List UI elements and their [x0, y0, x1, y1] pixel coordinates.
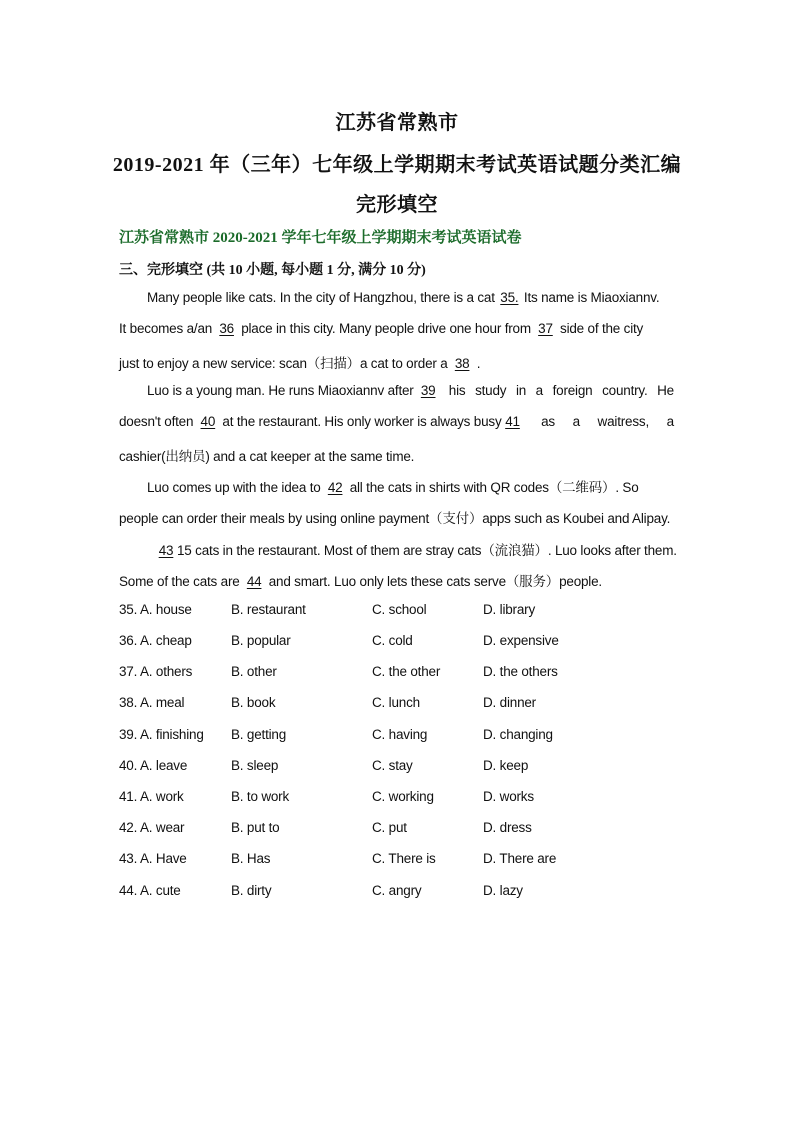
option-c: C. lunch: [372, 695, 420, 710]
doc-title-region: 江苏省常熟市: [335, 112, 459, 134]
question-number: 43.: [119, 851, 138, 866]
option-d: D. changing: [483, 727, 553, 742]
question-row: [119, 789, 679, 809]
option-d: D. lazy: [483, 883, 523, 898]
option-c: C. working: [372, 789, 434, 804]
passage-line: just to enjoy a new service: scan（扫描）a cat to order a 38 .: [119, 356, 481, 371]
question-row: [119, 602, 679, 622]
question-number: 36.: [119, 633, 138, 648]
option-a: 38. A. meal: [119, 695, 185, 710]
question-number: 39.: [119, 727, 138, 742]
option-d: D. the others: [483, 664, 558, 679]
passage-line: Luo comes up with the idea to 42 all the cats in shirts with QR codes（二维码）. So: [147, 480, 639, 495]
blank-36: 36: [219, 321, 234, 336]
option-a: 37. A. others: [119, 664, 193, 679]
blank-44: 44: [246, 574, 262, 589]
blank-42: 42: [327, 480, 343, 495]
option-c: C. the other: [372, 664, 441, 679]
question-row: [119, 758, 679, 778]
option-d: D. works: [483, 789, 534, 804]
passage-line: Some of the cats are 44 and smart. Luo only lets these cats serve（服务）people.: [119, 574, 602, 589]
option-b: B. to work: [231, 789, 290, 804]
question-row: [119, 851, 679, 871]
passage-line: 43 15 cats in the restaurant. Most of them are stray cats（流浪猫）. Luo looks after them.: [155, 539, 677, 559]
option-a: 35. A. house: [119, 602, 192, 617]
option-d: D. expensive: [483, 633, 559, 648]
option-c: C. cold: [372, 633, 413, 648]
question-row: [119, 727, 679, 747]
option-a: 36. A. cheap: [119, 633, 192, 648]
doc-title-main: 2019-2021 年（三年）七年级上学期期末考试英语试题分类汇编: [112, 154, 682, 176]
question-number: 38.: [119, 695, 138, 710]
question-row: [119, 664, 679, 684]
option-b: B. put to: [231, 820, 280, 835]
question-number: 42.: [119, 820, 138, 835]
paper-title: 江苏省常熟市 2020-2021 学年七年级上学期期末考试英语试卷: [119, 230, 522, 246]
option-c: C. There is: [372, 851, 436, 866]
question-number: 41.: [119, 789, 138, 804]
option-d: D. keep: [483, 758, 529, 773]
option-d: D. dress: [483, 820, 532, 835]
option-d: D. There are: [483, 851, 557, 866]
option-b: B. book: [231, 695, 276, 710]
option-b: B. restaurant: [231, 602, 306, 617]
option-a: 43. A. Have: [119, 851, 187, 866]
question-row: [119, 633, 679, 653]
option-b: B. other: [231, 664, 277, 679]
option-b: B. getting: [231, 727, 287, 742]
blank-38: 38: [454, 356, 470, 371]
option-b: B. sleep: [231, 758, 279, 773]
question-row: [119, 883, 679, 903]
blank-39: 39: [420, 383, 436, 398]
option-c: C. put: [372, 820, 407, 835]
doc-title-topic: 完形填空: [356, 194, 438, 216]
question-number: 40.: [119, 758, 138, 773]
question-number: 35.: [119, 602, 138, 617]
option-d: D. library: [483, 602, 536, 617]
option-b: B. popular: [231, 633, 291, 648]
section-heading: 三、完形填空 (共 10 小题, 每小题 1 分, 满分 10 分): [119, 263, 426, 278]
option-a: 40. A. leave: [119, 758, 188, 773]
blank-40: 40: [200, 414, 216, 429]
option-d: D. dinner: [483, 695, 536, 710]
option-c: C. school: [372, 602, 427, 617]
option-c: C. angry: [372, 883, 422, 898]
option-c: C. stay: [372, 758, 413, 773]
option-a: 39. A. finishing: [119, 727, 204, 742]
blank-37: 37: [538, 321, 553, 336]
option-a: 44. A. cute: [119, 883, 181, 898]
option-c: C. having: [372, 727, 428, 742]
blank-35: 35.: [500, 290, 519, 305]
passage-line: It becomes a/an 36 place in this city. Many people drive one hour from 37 side of the city: [119, 321, 644, 336]
question-row: [119, 695, 679, 715]
passage-line: people can order their meals by using online payment（支付）apps such as Koubei and Alipay.: [119, 511, 671, 526]
passage-line: Many people like cats. In the city of Hangzhou, there is a cat 35. Its name is Miaoxiannv.: [147, 290, 660, 305]
passage-line: doesn't often 40 at the restaurant. His only worker is always busy 41 as a waitress, a: [119, 414, 674, 429]
blank-43: 43: [158, 543, 174, 558]
question-number: 37.: [119, 664, 138, 679]
blank-41: 41: [505, 414, 520, 429]
option-a: 41. A. work: [119, 789, 184, 804]
passage-line: cashier(出纳员) and a cat keeper at the same time.: [119, 449, 415, 464]
option-b: B. Has: [231, 851, 271, 866]
option-a: 42. A. wear: [119, 820, 185, 835]
option-b: B. dirty: [231, 883, 272, 898]
passage-line: Luo is a young man. He runs Miaoxiannv after 39 his study in a foreign country. He: [147, 383, 674, 398]
question-row: [119, 820, 679, 840]
question-number: 44.: [119, 883, 138, 898]
